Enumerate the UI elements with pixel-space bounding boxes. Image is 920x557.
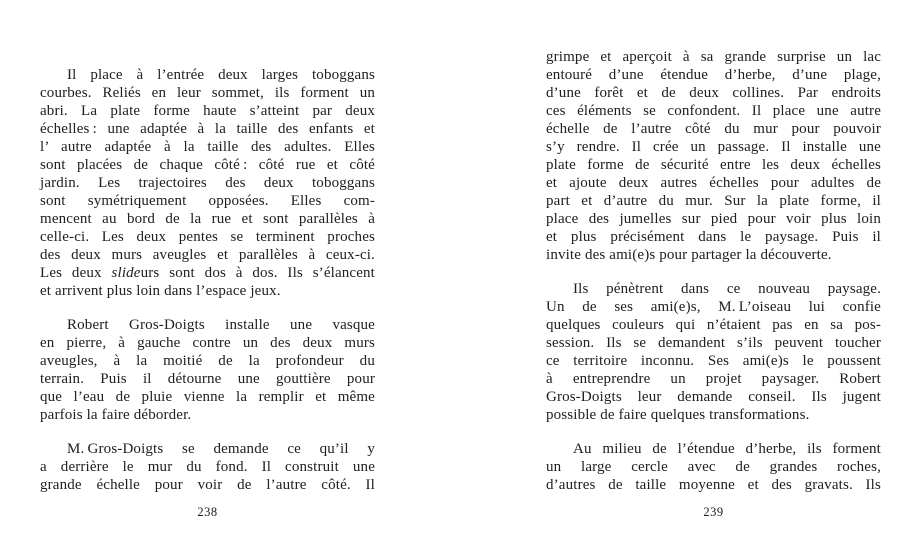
text-line: Ils pénètrent dans ce nouveau paysage. <box>573 281 881 297</box>
text-line: et arrivent plus loin dans l’espace jeux. <box>40 283 281 299</box>
text-line: jardin. Les trajectoires des deux toboggans <box>40 175 375 191</box>
text-line: échelle de l’autre côté du mur pour pouvoir <box>546 121 881 137</box>
paragraph <box>40 440 375 494</box>
paragraph <box>546 48 881 264</box>
paragraph <box>546 280 881 424</box>
paragraph <box>40 66 375 300</box>
text-line: a derrière le mur du fond. Il construit une <box>40 459 375 475</box>
page-number-right: 239 <box>703 505 724 519</box>
text-line: Les deux slideurs sont dos à dos. Ils s’élancent <box>40 265 375 281</box>
text-line: à entreprendre un projet paysager. Robert <box>546 371 881 387</box>
text-line: session. Ils se demandent s’ils peuvent toucher <box>546 335 881 351</box>
text-line: invite des ami(e)s pour partager la découverte. <box>546 247 832 263</box>
text-line: place des jumelles sur pied pour voir plus loin <box>546 211 881 227</box>
page-number-left: 238 <box>197 505 218 519</box>
text-line: Robert Gros-Doigts installe une vasque <box>67 317 375 333</box>
text-line: Il place à l’entrée deux larges toboggans <box>67 67 375 83</box>
text-line: Un de ses ami(e)s, M. L’oiseau lui confie <box>546 299 881 315</box>
text-line: parfois la faire déborder. <box>40 407 192 423</box>
text-line: possible de faire quelques transformations. <box>546 407 810 423</box>
text-line: grimpe et aperçoit à sa grande surprise un lac <box>546 49 881 65</box>
text-line: courbes. Reliés en leur sommet, ils forment un <box>40 85 375 101</box>
text-line: sont symétriquement opposées. Elles com- <box>40 193 375 209</box>
text-line: en pierre, à gauche contre un des deux murs <box>40 335 375 351</box>
paragraph <box>546 440 881 494</box>
text-line: d’une forêt et de deux collines. Par endroits <box>546 85 881 101</box>
text-line: un large cercle avec de grandes roches, <box>546 459 881 475</box>
text-line: plate forme de sécurité entre les deux échelles <box>546 157 881 173</box>
text-line: aveugles, à la moitié de la profondeur du <box>40 353 375 369</box>
text-line: que l’eau de pluie vienne la remplir et même <box>40 389 375 405</box>
text-line: et ajoute deux autres échelles pour adultes de <box>546 175 881 191</box>
text-line: terrain. Puis il détourne une gouttière pour <box>40 371 375 387</box>
text-line: des deux murs aveugles et parallèles à ceux-ci. <box>40 247 375 263</box>
text-line: celle-ci. Les deux pentes se terminent proches <box>40 229 375 245</box>
text-line: Au milieu de l’étendue d’herbe, ils forment <box>573 441 881 457</box>
text-line: d’autres de taille moyenne et des gravats. Ils <box>546 477 881 493</box>
text-line: grande échelle pour voir de l’autre côté. Il <box>40 477 375 493</box>
text-line: abri. La plate forme haute s’atteint par deux <box>40 103 375 119</box>
text-line: ces éléments se confondent. Il place une autre <box>546 103 881 119</box>
italic-word: slide <box>111 265 141 281</box>
page-right-text-block <box>546 48 881 494</box>
text-line: sont placées de chaque côté : côté rue et côté <box>40 157 375 173</box>
text-line: ce territoire inconnu. Ses ami(e)s le poussent <box>546 353 881 369</box>
text-line: l’ autre adaptée à la taille des adultes. Elles <box>40 139 375 155</box>
text-line: échelles : une adaptée à la taille des enfants et <box>40 121 375 137</box>
text-line: et plus précisément dans le paysage. Puis il <box>546 229 881 245</box>
paragraph <box>40 316 375 424</box>
page-left-text-block <box>40 66 375 494</box>
text-line: part et d’autre du mur. Sur la plate forme, il <box>546 193 881 209</box>
text-line: mencent au bord de la rue et sont parallèles à <box>40 211 375 227</box>
text-line: Gros-Doigts leur demande conseil. Ils jugent <box>546 389 881 405</box>
text-line: s’y rendre. Il crée un passage. Il installe une <box>546 139 881 155</box>
text-line: M. Gros-Doigts se demande ce qu’il y <box>67 441 375 457</box>
text-line: quelques couleurs qui n’étaient pas en sa pos- <box>546 317 881 333</box>
text-line: entouré d’une étendue d’herbe, d’une plage, <box>546 67 881 83</box>
